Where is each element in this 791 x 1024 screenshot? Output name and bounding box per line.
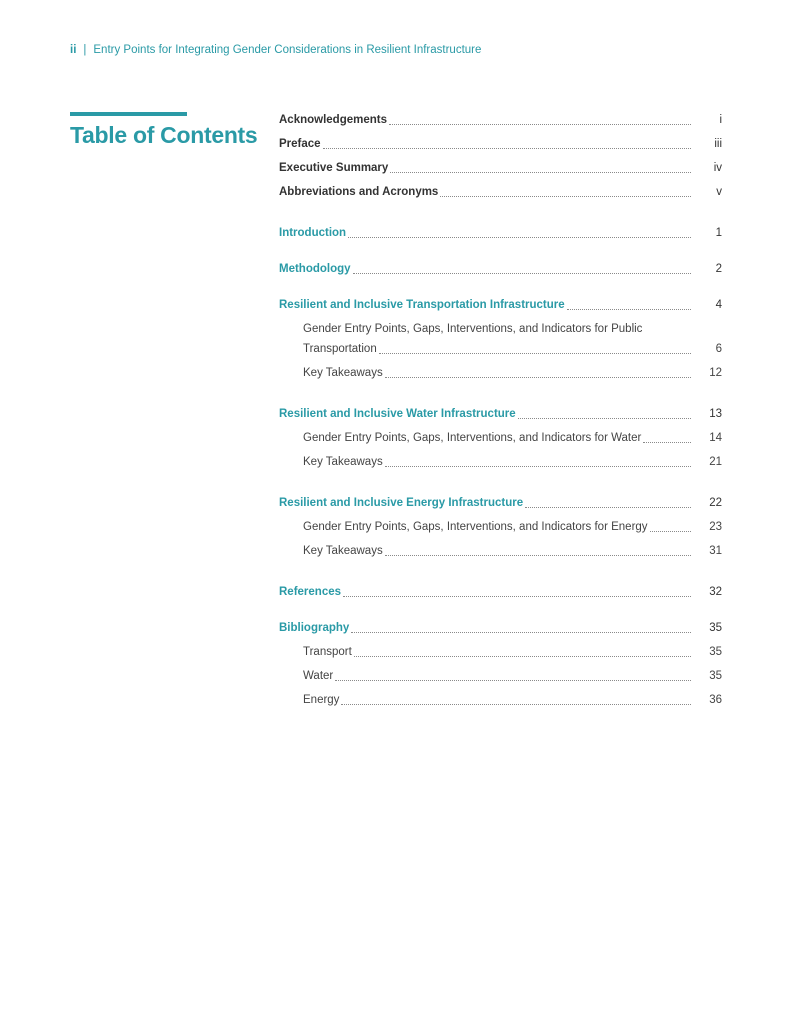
toc-page-number: 22 (709, 497, 722, 509)
dot-leader (379, 353, 691, 354)
toc-label: Bibliography (279, 622, 350, 634)
header-separator: | (83, 44, 87, 56)
toc-label-line2: Transportation (303, 343, 377, 355)
dot-leader (518, 418, 691, 419)
toc-entry-energy-gender-entry-points[interactable] (279, 519, 722, 535)
toc-page-number: 13 (709, 408, 722, 420)
toc-label: Gender Entry Points, Gaps, Interventions, and Indicators for Water (303, 432, 642, 444)
header-title: Entry Points for Integrating Gender Considerations in Resilient Infrastructure (93, 44, 482, 56)
toc-label-row2 (303, 341, 722, 357)
toc-label: Acknowledgements (279, 114, 387, 126)
toc-label: Methodology (279, 263, 351, 275)
dot-leader (385, 555, 691, 556)
toc-label: Water (303, 670, 334, 682)
dot-leader (341, 704, 691, 705)
toc-label: Key Takeaways (303, 367, 383, 379)
toc-page-number: v (716, 186, 722, 198)
toc-page-number: 2 (715, 263, 722, 275)
toc-label: Gender Entry Points, Gaps, Interventions, and Indicators for Energy (303, 521, 648, 533)
page-title: Table of Contents (70, 122, 258, 148)
toc-page-number: 12 (709, 367, 722, 379)
dot-leader (351, 632, 691, 633)
dot-leader (348, 237, 691, 238)
dot-leader (650, 531, 691, 532)
dot-leader (335, 680, 691, 681)
toc-page-number: 14 (709, 432, 722, 444)
toc-entry-abbreviations[interactable] (279, 184, 722, 200)
toc-label: Abbreviations and Acronyms (279, 186, 439, 198)
toc-entry-references[interactable] (279, 584, 722, 600)
title-accent-bar (70, 112, 187, 116)
toc-page-number: 32 (709, 586, 722, 598)
dot-leader (389, 124, 691, 125)
toc-label: Transport (303, 646, 352, 658)
toc-label: Resilient and Inclusive Energy Infrastructure (279, 497, 524, 509)
toc-page-number: iii (714, 138, 722, 150)
toc-label: Key Takeaways (303, 545, 383, 557)
toc-entry-energy-key-takeaways[interactable] (279, 543, 722, 559)
dot-leader (643, 442, 691, 443)
toc-entry-energy[interactable] (279, 495, 722, 511)
dot-leader (440, 196, 691, 197)
toc-page-number: 1 (715, 227, 722, 239)
toc-entry-transport-key-takeaways[interactable] (279, 365, 722, 381)
toc-page-number: 35 (709, 646, 722, 658)
toc-page-number: 35 (709, 670, 722, 682)
toc-page-number: 31 (709, 545, 722, 557)
toc-entry-bibliography-water[interactable] (279, 668, 722, 684)
toc-entry-transport-gender-entry-points[interactable] (279, 321, 722, 357)
dot-leader (525, 507, 691, 508)
toc-label-line1: Gender Entry Points, Gaps, Interventions, and Indicators for Public (303, 323, 643, 335)
toc-entry-bibliography-energy[interactable] (279, 692, 722, 708)
toc-entry-bibliography-transport[interactable] (279, 644, 722, 660)
toc-label: Energy (303, 694, 340, 706)
toc-label: Resilient and Inclusive Transportation Infrastructure (279, 299, 565, 311)
toc-entry-executive-summary[interactable] (279, 160, 722, 176)
toc-entry-water[interactable] (279, 406, 722, 422)
toc-label: References (279, 586, 342, 598)
toc-page-number: 6 (715, 343, 722, 355)
toc-page-number: 4 (715, 299, 722, 311)
toc-label: Preface (279, 138, 321, 150)
toc-page-number: 21 (709, 456, 722, 468)
toc-page-number: 23 (709, 521, 722, 533)
toc-entry-methodology[interactable] (279, 261, 722, 277)
toc-entry-introduction[interactable] (279, 225, 722, 241)
running-header (70, 44, 481, 56)
toc-entry-acknowledgements[interactable] (279, 112, 722, 128)
table-of-contents (279, 112, 722, 708)
dot-leader (567, 309, 691, 310)
toc-page-number: iv (713, 162, 722, 174)
toc-label: Executive Summary (279, 162, 389, 174)
toc-label: Introduction (279, 227, 347, 239)
dot-leader (390, 172, 691, 173)
dot-leader (343, 596, 691, 597)
dot-leader (323, 148, 691, 149)
toc-entry-water-key-takeaways[interactable] (279, 454, 722, 470)
toc-label: Resilient and Inclusive Water Infrastructure (279, 408, 516, 420)
dot-leader (353, 273, 691, 274)
toc-entry-transportation[interactable] (279, 297, 722, 313)
toc-entry-water-gender-entry-points[interactable] (279, 430, 722, 446)
toc-label: Key Takeaways (303, 456, 383, 468)
dot-leader (354, 656, 691, 657)
toc-page-number: 35 (709, 622, 722, 634)
toc-entry-preface[interactable] (279, 136, 722, 152)
toc-page-number: 36 (709, 694, 722, 706)
dot-leader (385, 466, 691, 467)
header-page-number: ii (70, 44, 77, 56)
toc-page-number: i (719, 114, 722, 126)
dot-leader (385, 377, 691, 378)
toc-entry-bibliography[interactable] (279, 620, 722, 636)
